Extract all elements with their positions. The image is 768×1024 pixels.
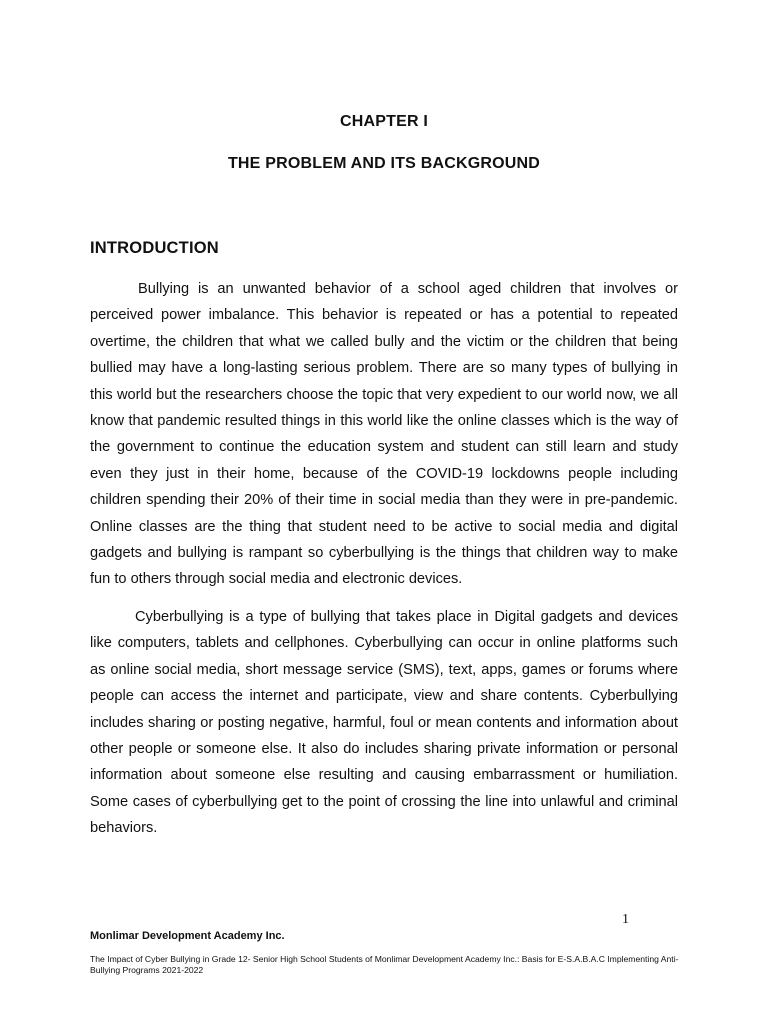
- chapter-title: THE PROBLEM AND ITS BACKGROUND: [227, 155, 541, 172]
- chapter-label: CHAPTER I: [339, 113, 429, 130]
- body-paragraph: Cyberbullying is a type of bullying that takes place in Digital gadgets and devices like computers, tablets and cellphones. Cyberbullying can occur in online platforms such as online social media, short message service (SMS), text, apps, games or forums where people can access the internet and participate, view and share contents. Cyberbullying includes sharing or posting negative, harmful, foul or mean contents and information about other people or someone else. It also do includes sharing private information or personal information about someone else resulting and causing embarrassment or humiliation. Some cases of cyberbullying get to the point of crossing the line into unlawful and criminal behaviors.: [90, 609, 678, 837]
- body-paragraph: Bullying is an unwanted behavior of a school aged children that involves or perceived power imbalance. This behavior is repeated or has a potential to repeated overtime, the children that what we called bully and the victim or the children that being bullied may have a long-lasting serious problem. There are so many types of bullying in this world but the researchers choose the topic that very expedient to our world now, we all know that pandemic resulted things in this world like the online classes which is the way of the government to continue the education system and student can still learn and study even they just in their home, because of the COVID-19 lockdowns people including children spending their 20% of their time in social media than they were in pre-pandemic. Online classes are the thing that student need to be active to social media and digital gadgets and bullying is rampant so cyberbullying is the things that children way to make fun to others through social media and electronic devices.: [90, 281, 678, 588]
- footer-caption: The Impact of Cyber Bullying in Grade 12- Senior High School Students of Monlimar Development Academy Inc.: Basis for E-S.A.B.A.C Implementing Anti-Bullying Programs 2021-2022: [90, 954, 679, 975]
- section-heading: INTRODUCTION: [90, 239, 219, 257]
- page-number: 1: [622, 912, 629, 927]
- footer-institution: Monlimar Development Academy Inc.: [90, 930, 285, 942]
